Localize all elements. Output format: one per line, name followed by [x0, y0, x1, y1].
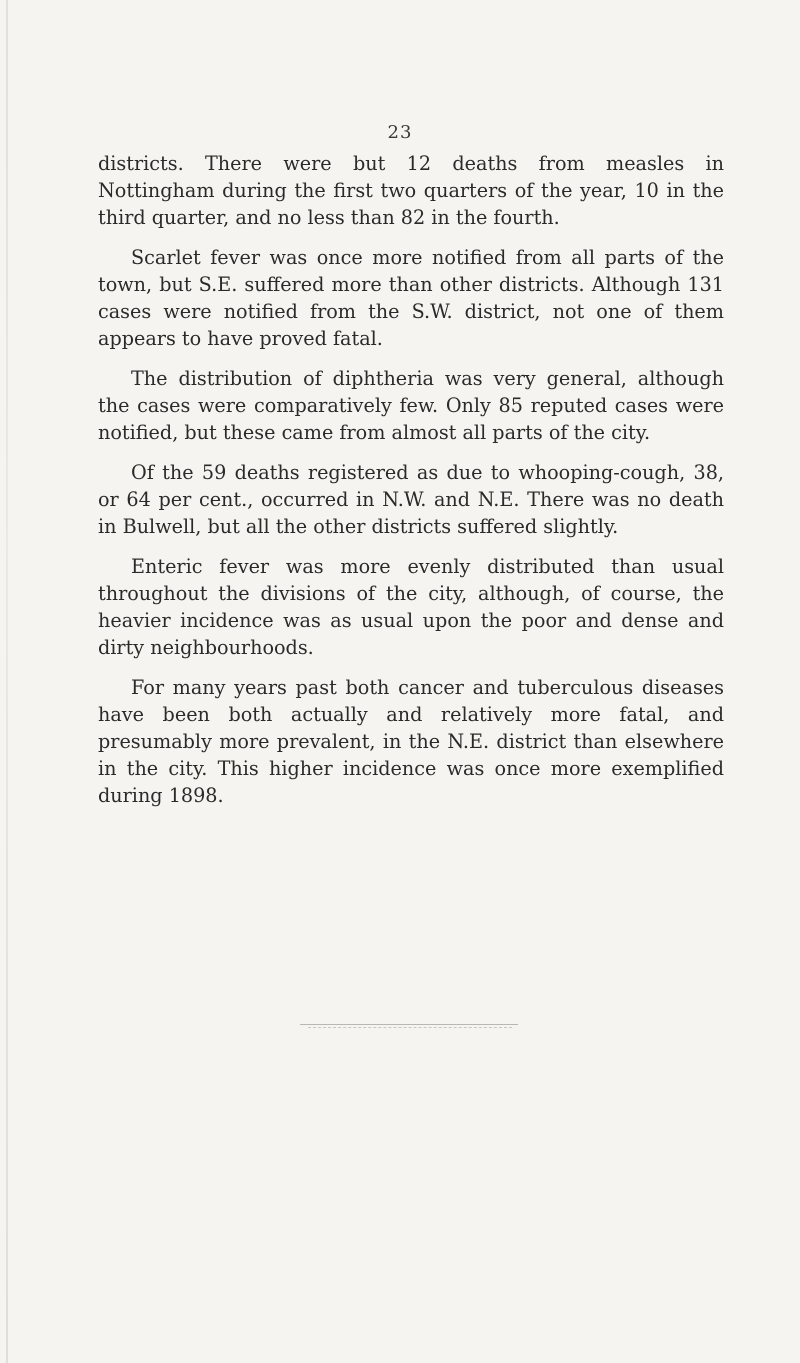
page-number: 23	[387, 122, 413, 143]
paragraph-enteric-fever: Enteric fever was more evenly distributed than usual throughout the divisions of the city, although, of course, the heavier incidence was as usual upon the poor and dense and dirty neighbourhoods.	[98, 555, 724, 659]
paragraph-whooping-cough: Of the 59 deaths registered as due to whooping-cough, 38, or 64 per cent., occurred in N.W. and N.E. There was no death in Bulwell, but all the other districts suffered slightly.	[98, 461, 724, 538]
section-end-rule	[300, 1024, 518, 1025]
paragraph-diphtheria: The distribution of diphtheria was very general, although the cases were comparatively few. Only 85 reputed cases were notified, but these came from almost all parts of the city.	[98, 367, 724, 444]
page-edge-shadow	[6, 0, 8, 1363]
body-text	[98, 150, 724, 809]
paragraph-scarlet-fever: Scarlet fever was once more notified from all parts of the town, but S.E. suffered more than other districts. Although 131 cases were notified from the S.W. district, not one of them appears to have proved fatal.	[98, 246, 724, 350]
paragraph-cancer-tuberculosis: For many years past both cancer and tuberculous diseases have been both actually and relatively more fatal, and presumably more prevalent, in the N.E. district than elsewhere in the city. This higher incidence was once more exemplified during 1898.	[98, 676, 724, 807]
paragraph-measles: districts. There were but 12 deaths from measles in Nottingham during the first two quarters of the year, 10 in the third quarter, and no less than 82 in the fourth.	[98, 152, 724, 229]
section-end-rule-lower	[308, 1027, 512, 1028]
